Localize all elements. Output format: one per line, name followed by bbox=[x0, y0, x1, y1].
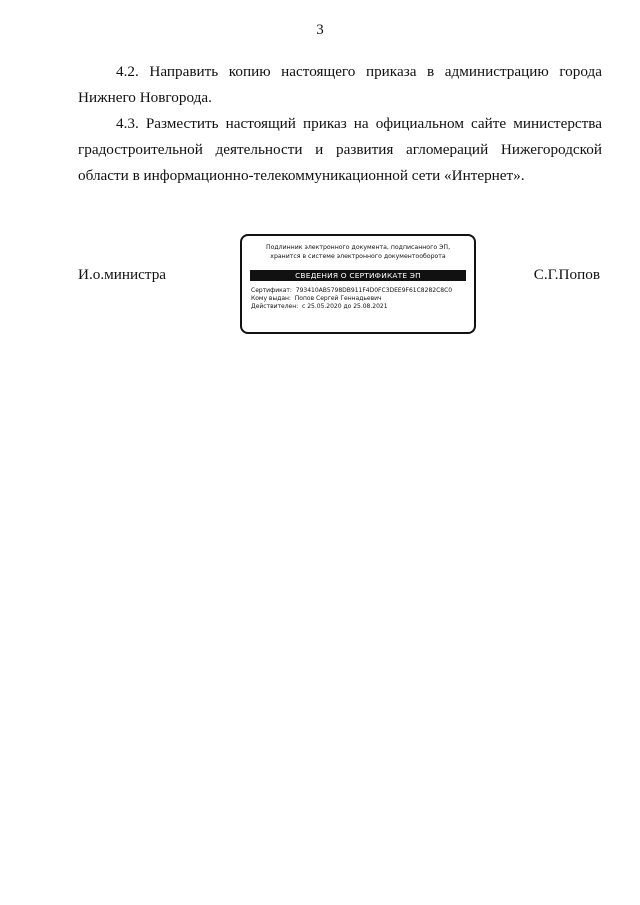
stamp-certificate-row bbox=[251, 287, 465, 295]
stamp-certificate-label: Сертификат: bbox=[251, 287, 294, 294]
stamp-details bbox=[251, 287, 465, 312]
stamp-title: СВЕДЕНИЯ О СЕРТИФИКАТЕ ЭП bbox=[250, 270, 466, 281]
stamp-certificate-value: 793410AB5798DB911F4D0FC3DEE9F61C8282C8C0 bbox=[295, 287, 453, 294]
signatory-position: И.о.министра bbox=[78, 266, 167, 283]
signatory-name: С.Г.Попов bbox=[533, 266, 600, 283]
stamp-validity-value: с 25.05.2020 до 25.08.2021 bbox=[302, 303, 388, 311]
stamp-header-line-2: хранится в системе электронного документооборота bbox=[270, 252, 446, 260]
stamp-issued-to-label: Кому выдан: bbox=[251, 295, 293, 303]
paragraph-4-3: 4.3. Разместить настоящий приказ на официальном сайте министерства градостроительной деятельности и развития агломераций Нижегородской области в информационно-телекоммуникационной сети «Интернет». bbox=[78, 115, 602, 184]
stamp-issued-to-value: Попов Сергей Геннадьевич bbox=[294, 295, 382, 303]
stamp-issued-to-row bbox=[251, 295, 465, 303]
stamp-validity-row bbox=[251, 303, 465, 311]
stamp-validity-label: Действителен: bbox=[251, 303, 301, 311]
page-number: 3 bbox=[316, 22, 324, 38]
stamp-header bbox=[242, 244, 474, 261]
stamp-header-line-1: Подлинник электронного документа, подписанного ЭП, bbox=[265, 244, 451, 251]
electronic-signature-stamp bbox=[240, 234, 476, 334]
paragraph-4-2: 4.2. Направить копию настоящего приказа в администрацию города Нижнего Новгорода. bbox=[78, 63, 602, 106]
